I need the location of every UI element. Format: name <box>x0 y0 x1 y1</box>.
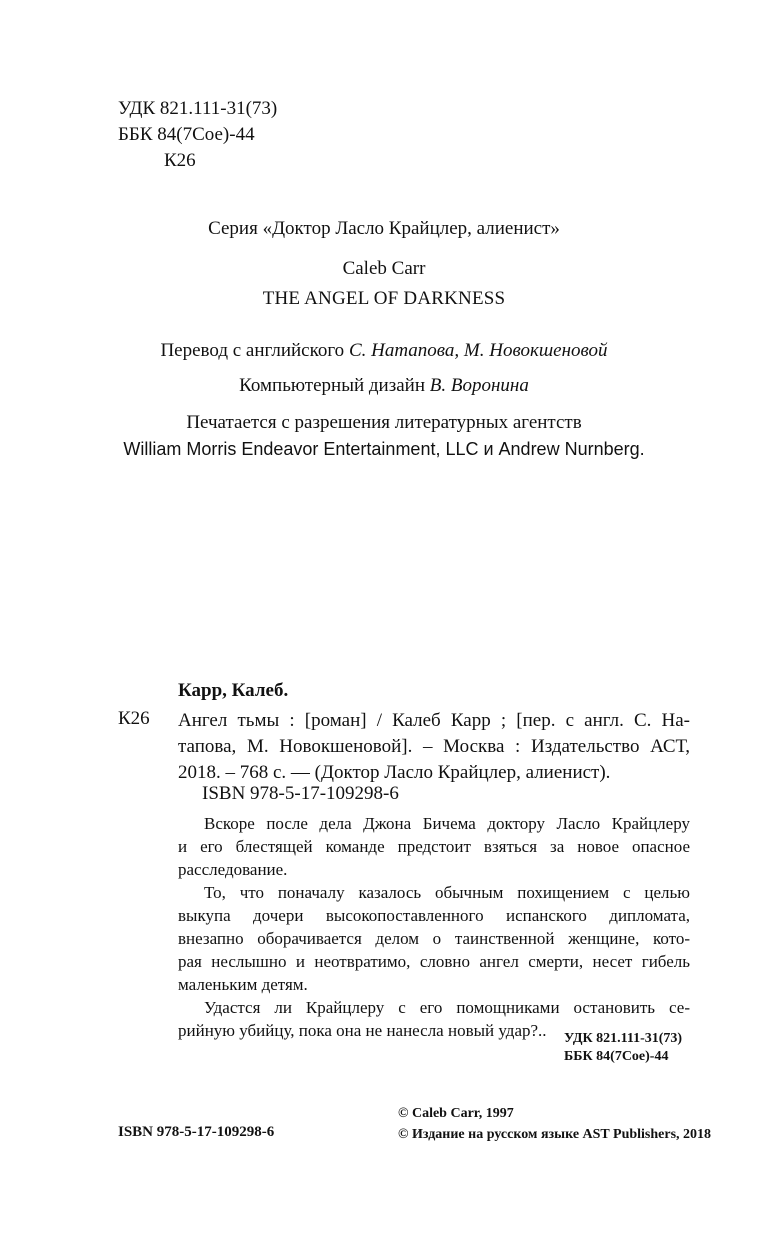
copyright-block <box>398 1103 711 1145</box>
series-line: Серия «Доктор Ласло Крайцлер, алиенист» <box>208 218 560 239</box>
bibliographic-code: К26 <box>118 708 150 729</box>
isbn-main: ISBN 978-5-17-109298-6 <box>202 783 399 804</box>
annotation-line: Удастся ли Крайцлеру с его помощниками остановить се- <box>204 998 690 1017</box>
annotation-line: рийную убийцу, пока она не нанесла новый удар?.. <box>178 1021 547 1040</box>
original-title: THE ANGEL OF DARKNESS <box>262 288 506 309</box>
annotation-line: и его блестящей команде предстоит взяться за новое опасное <box>178 837 690 856</box>
annotation-line: маленьким детям. <box>178 975 308 994</box>
classification-codes <box>118 96 277 174</box>
design-credit <box>0 375 768 397</box>
bibliographic-line: 2018. – 768 с. — (Доктор Ласло Крайцлер, алиенист). <box>178 762 611 783</box>
footer-bbk: ББК 84(7Сое)-44 <box>564 1049 669 1064</box>
annotation-line: выкупа дочери высокопоставленного испанского дипломата, <box>178 906 690 925</box>
annotation-line: Вскоре после дела Джона Бичема доктору Ласло Крайцлеру <box>204 814 690 833</box>
designer: В. Воронина <box>429 375 529 396</box>
bibliographic-author: Карр, Калеб. <box>178 680 289 701</box>
bibliographic-record <box>178 708 690 786</box>
design-label: Компьютерный дизайн <box>239 375 430 396</box>
bbk-code: ББК 84(7Сое)-44 <box>118 124 255 145</box>
translation-credit <box>0 340 768 362</box>
copyright-edition: © Издание на русском языке AST Publishers, 2018 <box>398 1127 712 1142</box>
isbn-footer: ISBN 978-5-17-109298-6 <box>118 1124 275 1140</box>
author-mark: К26 <box>164 150 196 171</box>
copyright-author: © Caleb Carr, 1997 <box>398 1106 514 1121</box>
annotation-line: расследование. <box>178 860 288 879</box>
footer-udk: УДК 821.111-31(73) <box>564 1031 683 1046</box>
permission-line-2: William Morris Endeavor Entertainment, LLC и Andrew Nurnberg. <box>123 439 645 459</box>
footer-classification <box>564 1030 682 1066</box>
permission-notice <box>0 410 768 462</box>
annotation-line: рая неслышно и неотвратимо, словно ангел смерти, несет гибель <box>178 952 690 971</box>
bibliographic-line: Ангел тьмы : [роман] / Калеб Карр ; [пер. с англ. С. На- <box>178 710 690 731</box>
annotation-line: внезапно оборачивается делом о таинственной женщине, кото- <box>178 929 690 948</box>
translation-label: Перевод с английского <box>160 340 349 361</box>
translators: С. Натапова, М. Новокшеновой <box>348 340 608 361</box>
bibliographic-line: тапова, М. Новокшеновой]. – Москва : Издательство АСТ, <box>178 736 690 757</box>
annotation <box>178 812 690 1042</box>
udk-code: УДК 821.111-31(73) <box>118 98 278 119</box>
annotation-line: То, что поначалу казалось обычным похищением с целью <box>204 883 690 902</box>
original-author: Caleb Carr <box>342 258 426 279</box>
permission-line-1: Печатается с разрешения литературных агентств <box>186 412 582 433</box>
